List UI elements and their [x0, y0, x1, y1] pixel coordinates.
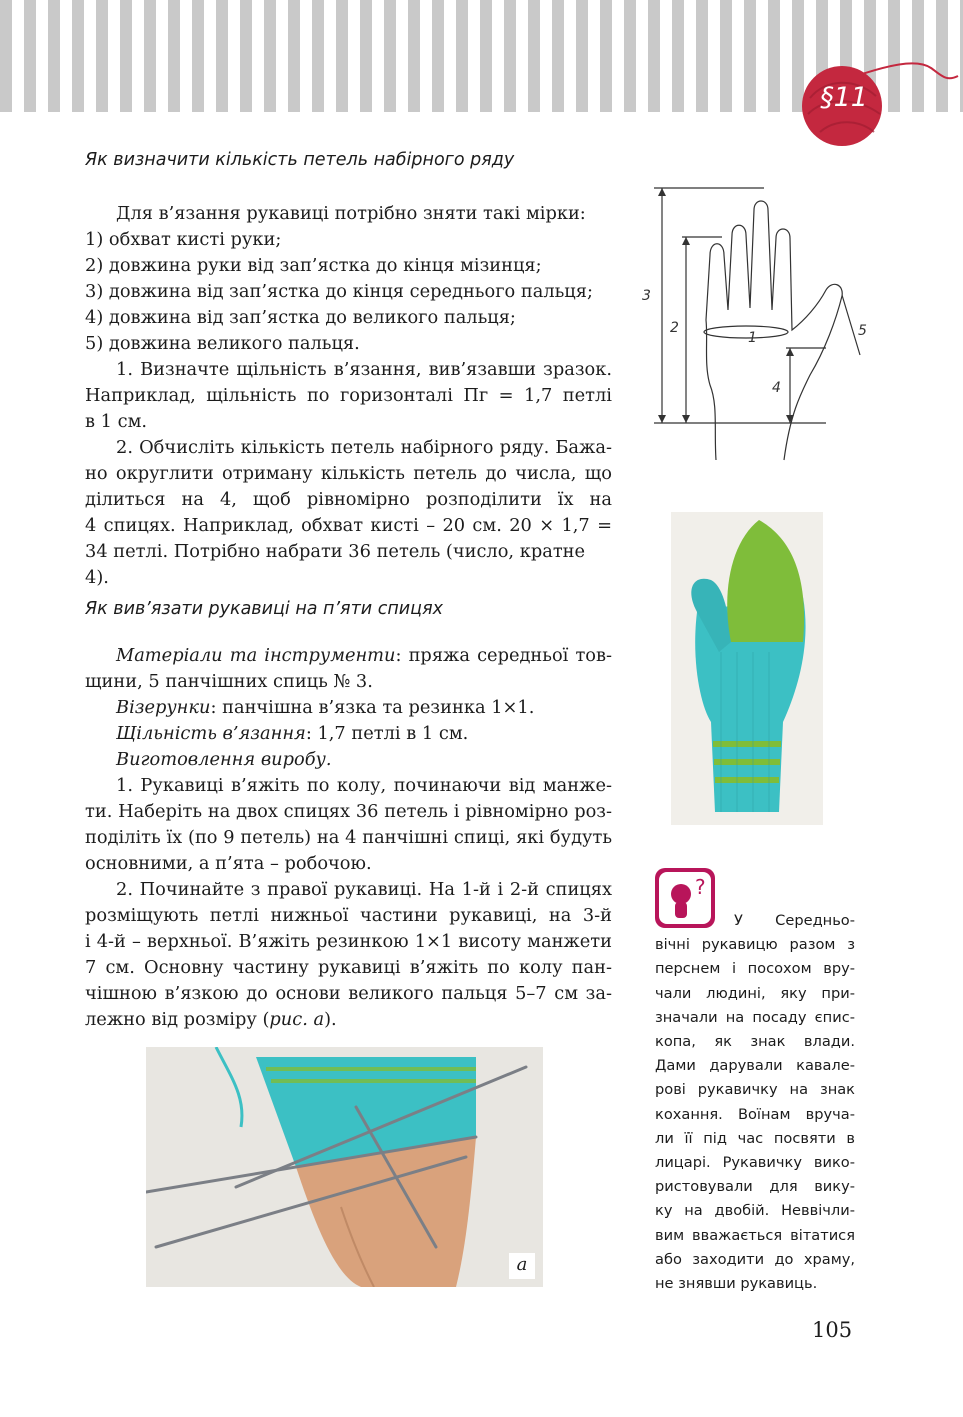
step2-line-4: 4 спицях. Наприклад, обхват кисті – 20 см. 20 × 1,7 =	[85, 515, 612, 536]
sidebar-line-11: ристовували для вику-	[655, 1178, 855, 1196]
intro-paragraph: Для в’язання рукавиці потрібно зняти такі мірки:	[116, 203, 586, 224]
step2-line-2: но округлити отриману кількість петель до числа, що	[85, 463, 612, 484]
knit-step1-line-3: поділіть їх (по 9 петель) на 4 панчішні спиці, які будуть	[85, 827, 612, 848]
knit-step1-line-4: основними, а п’ята – робочою.	[85, 853, 372, 874]
sidebar-line-6: Дами дарували кавале-	[655, 1057, 855, 1075]
measure-item-4: 4) довжина від зап’ястка до великого пальця;	[85, 307, 516, 328]
making-label: Виготовлення виробу.	[116, 749, 332, 770]
knit-step2-last-start: лежно від розміру (	[85, 1009, 270, 1030]
knit-step2-line-4: 7 см. Основну частину рукавиці в’яжіть по колу пан-	[85, 957, 612, 978]
knitting-photo-illustration	[146, 1047, 543, 1287]
sidebar-line-10: лицарі. Рукавичку вико-	[655, 1154, 855, 1172]
making-paragraph	[85, 747, 612, 773]
diagram-label-5: 5	[858, 323, 867, 339]
step2-line-5: 34 петлі. Потрібно набрати 36 петель (число, кратне 4).	[85, 541, 586, 588]
materials-text: : пряжа середньої тов-	[395, 645, 612, 666]
sidebar-fact	[655, 909, 855, 1296]
step2-line-3: ділиться на 4, щоб рівномірно розподілити їх на	[85, 489, 612, 510]
step1-paragraph	[85, 357, 612, 435]
knit-step2-line-1: 2. Починайте з правої рукавиці. На 1-й і 2-й спицях	[116, 879, 612, 900]
materials-line-2: щини, 5 панчішних спиць № 3.	[85, 671, 373, 692]
step2-paragraph	[85, 435, 612, 591]
page-number: 105	[812, 1318, 853, 1342]
step1-line-3: в 1 см.	[85, 411, 148, 432]
materials-line-1	[85, 643, 612, 669]
measure-item-3: 3) довжина від зап’ястка до кінця середнього пальця;	[85, 281, 593, 302]
knit-step1-paragraph	[85, 773, 612, 877]
diagram-label-4: 4	[772, 380, 781, 396]
section-number: §11	[820, 82, 868, 113]
materials-label: Матеріали та інструменти	[116, 645, 396, 666]
patterns-label: Візерунки	[116, 697, 211, 718]
knit-step1-line-1: 1. Рукавиці в’яжіть по колу, починаючи від манже-	[116, 775, 612, 796]
sidebar-line-13: вим вважається вітатися	[655, 1226, 855, 1244]
knit-step2-line-6	[85, 1007, 612, 1033]
density-label: Щільність в’язання	[116, 723, 306, 744]
patterns-paragraph	[85, 695, 612, 721]
sidebar-line-3: чали людині, яку при-	[655, 984, 855, 1002]
measure-item-1: 1) обхват кисті руки;	[85, 229, 282, 250]
diagram-label-1: 1	[748, 330, 757, 346]
section2-body	[85, 643, 612, 1033]
sidebar-line-9: ли її під час посвяти в	[655, 1129, 855, 1147]
section-heading-stitches: Як визначити кількість петель набірного ряду	[85, 150, 515, 170]
sidebar-line-12: ку на двобій. Неввічли-	[655, 1202, 855, 1220]
figure-label: а	[509, 1253, 535, 1279]
density-text: : 1,7 петлі в 1 см.	[305, 723, 469, 744]
knit-step2-line-3: і 4-й – верхньої. В’яжіть резинкою 1×1 висоту манжети	[85, 931, 612, 952]
knitted-mitten-photo	[671, 512, 823, 825]
diagram-label-2: 2	[670, 320, 679, 336]
knit-step2-line-2: розміщують петлі нижньої частини рукавиці, на 3-й	[85, 905, 612, 926]
sidebar-line-4: значали на посаду єпис-	[655, 1008, 855, 1026]
sidebar-line-8: кохання. Воїнам вруча-	[655, 1105, 855, 1123]
hand-measurement-diagram	[640, 180, 880, 465]
knit-step1-line-2: ти. Наберіть на двох спицях 36 петель і рівномірно роз-	[85, 801, 612, 822]
sidebar-line-5: копа, як знак влади.	[655, 1033, 855, 1051]
svg-text:?: ?	[695, 875, 706, 899]
knit-step2-last-end: ).	[324, 1009, 337, 1030]
figure-reference: рис. а	[269, 1009, 325, 1030]
sidebar-line-14: або заходити до храму,	[655, 1250, 855, 1268]
sidebar-line-7: рові рукавичку на знак	[655, 1081, 855, 1099]
knit-step2-paragraph	[85, 877, 612, 1033]
measure-item-2: 2) довжина руки від зап’ястка до кінця мізинця;	[85, 255, 542, 276]
density-paragraph	[85, 721, 612, 747]
patterns-text: : панчішна в’язка та резинка 1×1.	[210, 697, 535, 718]
knitting-on-hand-photo	[146, 1047, 543, 1287]
section-heading-knitting: Як вив’язати рукавиці на п’яти спицях	[85, 599, 443, 619]
step1-line-2: Наприклад, щільність по горизонталі Пг = 1,7 петлі	[85, 385, 612, 406]
knit-step2-line-5: чішною в’язкою до основи великого пальця 5–7 см за-	[85, 983, 612, 1004]
sidebar-line-15: не знявши рукавиць.	[655, 1275, 818, 1293]
section1-body	[85, 201, 612, 591]
sidebar-line-2: перснем і посохом вру-	[655, 960, 855, 978]
sidebar-line-1: вічні рукавицю разом з	[655, 936, 855, 954]
step1-line-1: 1. Визначте щільність в’язання, вив’язавши зразок.	[116, 359, 612, 380]
sidebar-first-line: У Середньо-	[734, 912, 855, 929]
materials-paragraph	[85, 643, 612, 695]
step2-line-1: 2. Обчисліть кількість петель набірного ряду. Бажа-	[116, 437, 612, 458]
diagram-label-3: 3	[642, 288, 651, 304]
measure-item-5: 5) довжина великого пальця.	[85, 333, 360, 354]
